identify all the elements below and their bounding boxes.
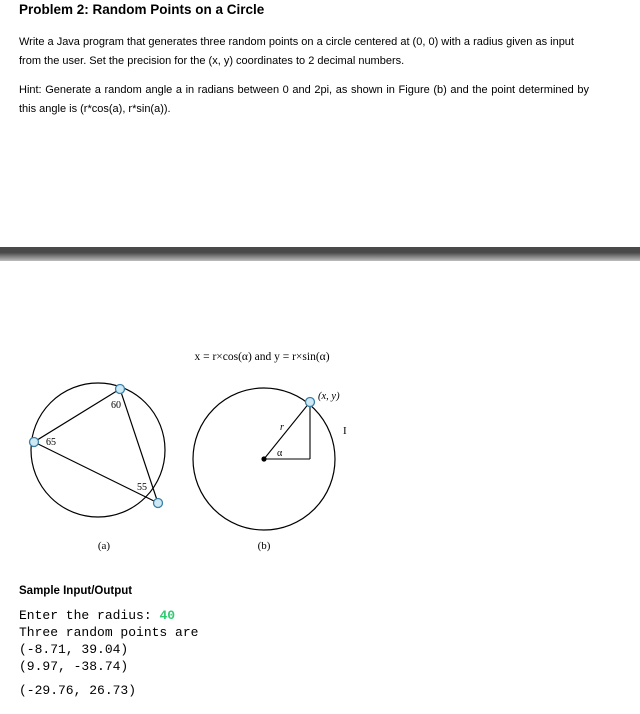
radius-label: r bbox=[280, 422, 284, 433]
point-top bbox=[116, 385, 125, 394]
input-value: 40 bbox=[159, 608, 176, 623]
formula-label: x = r×cos(α) and y = r×sin(α) bbox=[194, 351, 330, 363]
angle-label-left: 65 bbox=[46, 437, 56, 448]
problem-description: Write a Java program that generates three random points on a circle centered at (0, 0) with a radius given as input from the user. Set the precision for the (x, y) coordinates to 2 decimal numbers. bbox=[19, 36, 574, 67]
problem-hint: Hint: Generate a random angle a in radians between 0 and 2pi, as shown in Figure (b) and the point determined by this angle is (r*cos(a), r*sin(a)). bbox=[19, 84, 589, 115]
stray-mark: I bbox=[343, 425, 347, 437]
input-prompt: Enter the radius: bbox=[19, 608, 160, 623]
radius-line bbox=[264, 402, 310, 459]
angle-label-bottom: 55 bbox=[137, 482, 147, 493]
center-dot bbox=[261, 456, 266, 461]
console-input-line bbox=[19, 608, 175, 623]
console-point-3: (-29.76, 26.73) bbox=[19, 683, 137, 698]
alpha-label: α bbox=[277, 448, 283, 459]
console-point-1: (-8.71, 39.04) bbox=[19, 642, 129, 657]
caption-a: (a) bbox=[97, 540, 111, 552]
point-left bbox=[30, 438, 39, 447]
console-point-2: (9.97, -38.74) bbox=[19, 659, 129, 674]
point-xy-label: (x, y) bbox=[318, 391, 340, 402]
caption-b: (b) bbox=[257, 540, 271, 552]
sample-heading: Sample Input/Output bbox=[19, 585, 133, 597]
console-result-heading: Three random points are bbox=[19, 625, 199, 640]
angle-label-top: 60 bbox=[111, 400, 121, 411]
point-xy bbox=[306, 398, 315, 407]
point-bottom-right bbox=[154, 499, 163, 508]
problem-title: Problem 2: Random Points on a Circle bbox=[19, 2, 265, 17]
